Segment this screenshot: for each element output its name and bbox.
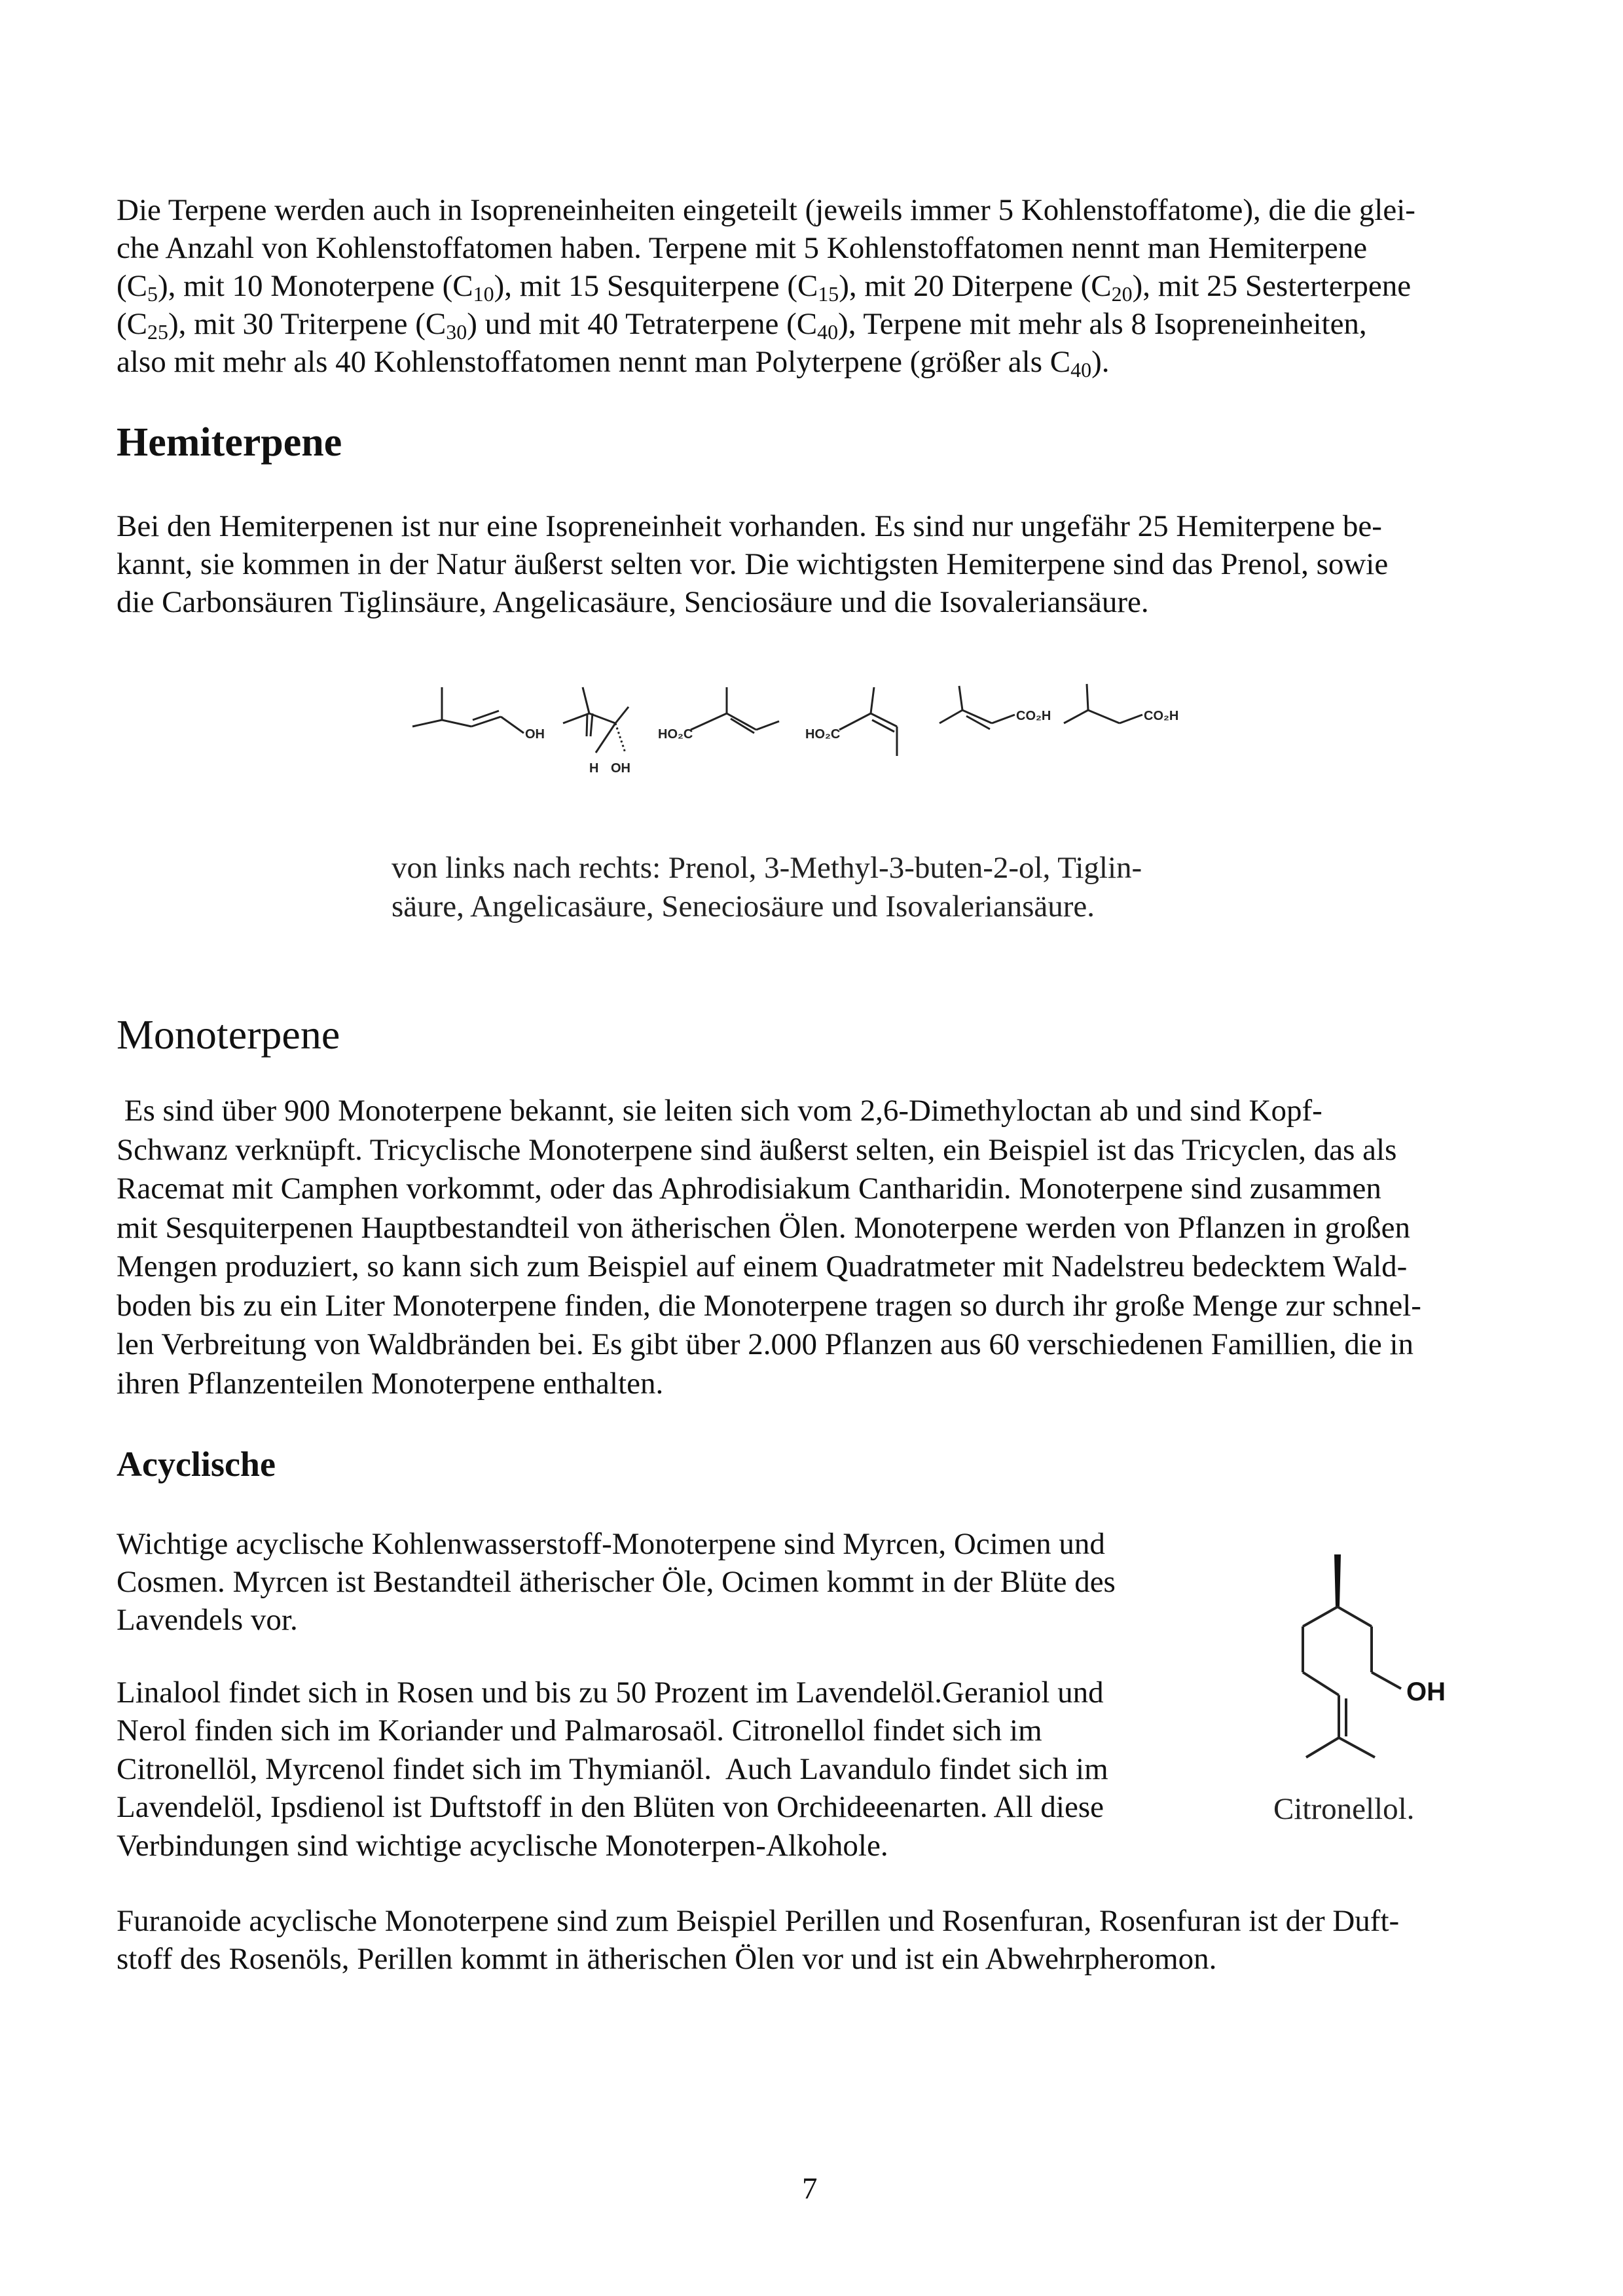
methylbutenol-structure (563, 687, 629, 753)
text-line: also mit mehr als 40 Kohlenstoffatomen nennt man Polyterpene (größer als $C_{40}$). (117, 345, 1110, 382)
isovaleric-acid-structure (1064, 684, 1142, 723)
text-line: ihren Pflanzenteilen Monoterpene enthalten. (117, 1366, 664, 1401)
hemiterpene-figure-caption (392, 849, 1256, 926)
section-heading-acyclische: Acyclische (117, 1444, 276, 1484)
prenol-oh-label: OH (525, 727, 545, 742)
acyclische-paragraph-1 (117, 1525, 1230, 1639)
angelic-acid-label: HO₂C (805, 727, 841, 742)
text-line: Furanoide acyclische Monoterpene sind zum Beispiel Perillen und Rosenfuran, Rosenfuran ist der Duft- (117, 1904, 1400, 1938)
text-line: Lavendelöl, Ipsdienol ist Duftstoff in den Blüten von Orchideeenarten. All diese (117, 1790, 1104, 1825)
text-line: Lavendels vor. (117, 1603, 298, 1637)
caption-line: von links nach rechts: Prenol, 3-Methyl-3-buten-2-ol, Tiglin- (392, 851, 1142, 885)
text-line: mit Sesquiterpenen Hauptbestandteil von ätherischen Ölen. Monoterpene werden von Pflanzen in großen (117, 1210, 1411, 1245)
citronellol-caption: Citronellol. (1273, 1792, 1415, 1826)
text-line: Schwanz verknüpft. Tricyclische Monoterpene sind äußerst selten, ein Beispiel ist das Tricyclen, das als (117, 1132, 1397, 1167)
text-line: kannt, sie kommen in der Natur äußerst selten vor. Die wichtigsten Hemiterpene sind das Prenol, sowie (117, 547, 1389, 581)
text-line: Citronellöl, Myrcenol findet sich im Thymianöl. Auch Lavandulo findet sich im (117, 1751, 1108, 1786)
text-line: Verbindungen sind wichtige acyclische Monoterpen-Alkohole. (117, 1828, 888, 1863)
text-line: stoff des Rosenöls, Perillen kommt in ätherischen Ölen vor und ist ein Abwehrpheromon. (117, 1942, 1217, 1976)
citronellol-structure-figure (1283, 1541, 1467, 1770)
text-line: len Verbreitung von Waldbränden bei. Es gibt über 2.000 Pflanzen aus 60 verschiedenen Famillien, die in (117, 1327, 1414, 1361)
text-line: Linalool findet sich in Rosen und bis zu 50 Prozent im Lavendelöl.Geraniol und (117, 1676, 1104, 1710)
citronellol-oh-label: OH (1406, 1677, 1446, 1706)
section-heading-monoterpene: Monoterpene (117, 1011, 340, 1058)
prenol-structure (412, 687, 524, 733)
text-line: Bei den Hemiterpenen ist nur eine Isopreneinheit vorhanden. Es sind nur ungefähr 25 Hemiterpene be- (117, 509, 1382, 543)
page-number: 7 (802, 2172, 818, 2206)
text-line: Racemat mit Camphen vorkommt, oder das Aphrodisiakum Cantharidin. Monoterpene sind zusammen (117, 1172, 1381, 1206)
text-line: Cosmen. Myrcen ist Bestandteil ätherischer Öle, Ocimen kommt in der Blüte des (117, 1565, 1116, 1599)
hemiterpene-paragraph (117, 507, 1518, 621)
section-heading-hemiterpene: Hemiterpene (117, 420, 342, 465)
acyclische-paragraph-2 (117, 1674, 1230, 1865)
text-line: Die Terpene werden auch in Isopreneinheiten eingeteilt (jeweils immer 5 Kohlenstoffatome), die die glei- (117, 193, 1415, 227)
angelic-acid-structure (839, 687, 897, 756)
senecioic-acid-structure (939, 686, 1015, 729)
text-line: Nerol finden sich im Koriander und Palmarosaöl. Citronellol findet sich im (117, 1713, 1042, 1748)
hemiterpene-structures-figure (399, 674, 1218, 805)
text-line: boden bis zu ein Liter Monoterpene finden, die Monoterpene tragen so durch ihr große Menge zur schnel- (117, 1288, 1421, 1323)
text-line: Es sind über 900 Monoterpene bekannt, sie leiten sich vom 2,6-Dimethyloctan ab und sind Kopf- (117, 1094, 1322, 1128)
methylbutenol-oh-label: OH (611, 761, 630, 776)
senecioic-acid-label: CO₂H (1016, 709, 1051, 723)
tiglic-acid-structure (691, 687, 779, 733)
acyclische-paragraph-3 (117, 1902, 1518, 1978)
text-line: $(C_{25})$, mit 30 Triterpene $(C_{30})$ und mit 40 Tetraterpene $(C_{40})$, Terpene mit mehr als 8 Isopreneinheiten, (117, 307, 1367, 344)
text-line: $(C_5)$, mit 10 Monoterpene $(C_{10})$, mit 15 Sesquiterpene $(C_{15})$, mit 20 Diterpene $(C_{20})$, mit 25 Sesterterpene (117, 269, 1412, 306)
intro-paragraph (117, 191, 1518, 381)
methylbutenol-h-label: H (589, 761, 599, 776)
text-line: Mengen produziert, so kann sich zum Beispiel auf einem Quadratmeter mit Nadelstreu bedecktem Wald- (117, 1249, 1408, 1283)
text-line: die Carbonsäuren Tiglinsäure, Angelicasäure, Senciosäure und die Isovaleriansäure. (117, 585, 1149, 619)
monoterpene-paragraph (117, 1092, 1518, 1403)
caption-line: säure, Angelicasäure, Seneciosäure und Isovaleriansäure. (392, 889, 1095, 924)
tiglic-acid-label: HO₂C (658, 727, 693, 742)
isovaleric-acid-label: CO₂H (1144, 709, 1179, 723)
text-line: che Anzahl von Kohlenstoffatomen haben. Terpene mit 5 Kohlenstoffatomen nennt man Hemiterpene (117, 231, 1368, 265)
text-line: Wichtige acyclische Kohlenwasserstoff-Monoterpene sind Myrcen, Ocimen und (117, 1527, 1105, 1561)
